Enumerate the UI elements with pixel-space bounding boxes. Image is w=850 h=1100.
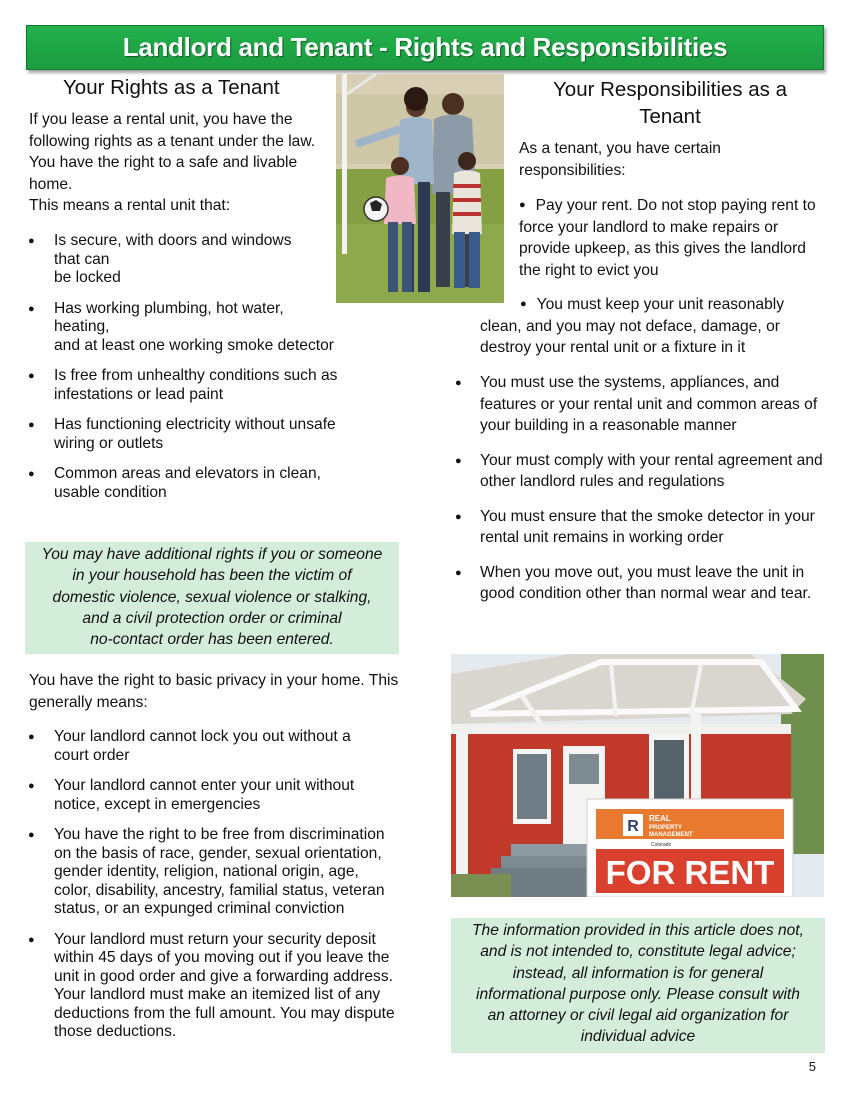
- responsibilities-heading: [520, 76, 820, 130]
- responsibility-item-clean: ● You must keep your unit reasonably clean, and you may not deface, damage, or destroy your rental unit or a fixture in it: [480, 296, 785, 356]
- legal-disclaimer-callout: The information provided in this article does not, and is not intended to, constitute legal advice; instead, all information is for general informational purpose only. Please consult with an attorney or civil legal aid organization for individual advice: [451, 918, 825, 1053]
- responsibilities-intro: As a tenant, you have certain responsibilities:: [519, 140, 721, 179]
- victim-rights-callout: You may have additional rights if you or someone in your household has been the victim of domestic violence, sexual violence or stalking, and a civil protection order or criminal no-contact order has been entered.: [25, 542, 399, 654]
- list-item: ● Has functioning electricity without unsafe wiring or outlets: [26, 416, 366, 453]
- sign-brand-real: REAL: [649, 814, 671, 823]
- responsibility-item-rent: ● Pay your rent. Do not stop paying rent to force your landlord to make repairs or provide upkeep, as this gives the landlord the right to evict you: [519, 197, 816, 279]
- list-item: ● Has working plumbing, hot water, heating, and at least one working smoke detector: [26, 300, 376, 356]
- sign-for-rent: FOR RENT: [605, 854, 775, 891]
- for-rent-house-photo: [451, 654, 824, 897]
- responsibilities-list: [451, 372, 823, 618]
- page-number: 5: [808, 1059, 816, 1074]
- list-item: ● Your landlord must return your security deposit within 45 days of you moving out if you leave the unit in good order and give a forwarding address. Your landlord must make an itemized list of any deductions from the full amount. You may dispute those deductions.: [26, 931, 398, 1042]
- list-item: ● Your landlord cannot enter your unit without notice, except in emergencies: [26, 777, 386, 814]
- privacy-list: [26, 728, 398, 1054]
- bullet-icon: ●: [520, 298, 527, 310]
- list-item: ● Is secure, with doors and windows that can be locked: [26, 232, 376, 288]
- bullet-icon: ●: [519, 199, 526, 211]
- list-item: ● You must use the systems, appliances, and features or your rental unit and common areas of your building in a reasonable manner: [451, 372, 823, 437]
- responsibilities-heading-line2: Tenant: [639, 105, 701, 128]
- rights-heading: Your Rights as a Tenant: [63, 76, 280, 99]
- privacy-intro: You have the right to basic privacy in your home. This generally means:: [29, 672, 399, 711]
- family-illustration: [336, 74, 504, 303]
- svg-text:R: R: [627, 818, 639, 835]
- list-item: ● Is free from unhealthy conditions such as infestations or lead paint: [26, 367, 356, 404]
- list-item: ● You must ensure that the smoke detector in your rental unit remains in working order: [451, 506, 823, 549]
- family-photo: [336, 74, 504, 303]
- house-illustration: [451, 654, 824, 897]
- list-item: ● Common areas and elevators in clean, usable condition: [26, 465, 346, 502]
- page-banner-title: Landlord and Tenant - Rights and Responsibilities: [26, 25, 824, 70]
- rights-list: [26, 232, 376, 514]
- sign-brand-management: MANAGEMENT: [649, 832, 693, 838]
- list-item: ● You have the right to be free from discrimination on the basis of race, gender, sexual orientation, gender identity, religion, national origin, age, color, disability, ancestry, familial status, veteran status, or an expunged criminal conviction: [26, 826, 398, 919]
- sign-brand-property: PROPERTY: [649, 825, 683, 831]
- rights-means: This means a rental unit that:: [29, 197, 231, 214]
- list-item: ● Your landlord cannot lock you out without a court order: [26, 728, 386, 765]
- sign-region: Colorado: [651, 842, 672, 848]
- responsibilities-heading-line1: Your Responsibilities as a: [553, 78, 787, 101]
- list-item: ● When you move out, you must leave the unit in good condition other than normal wear and tear.: [451, 562, 823, 605]
- rights-intro: If you lease a rental unit, you have the following rights as a tenant under the law. You have the right to a safe and livable home.: [29, 111, 316, 193]
- list-item: ● Your must comply with your rental agreement and other landlord rules and regulations: [451, 450, 823, 493]
